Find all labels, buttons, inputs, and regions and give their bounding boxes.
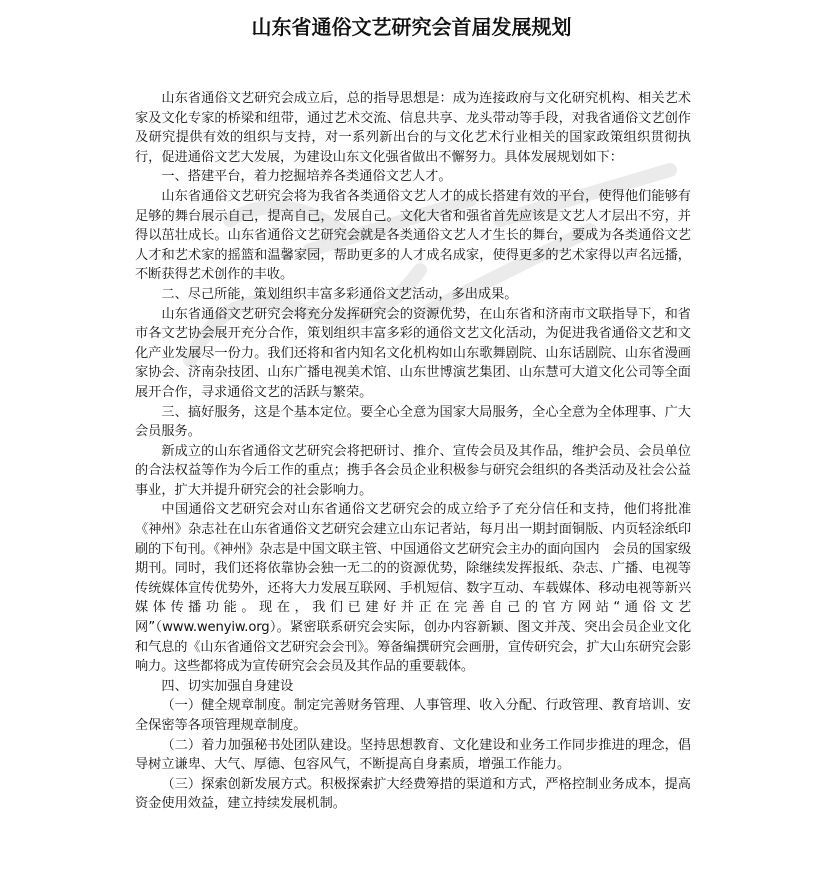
document-body xyxy=(135,89,691,814)
section-heading-2: 二、尽己所能，策划组织丰富多彩通俗文艺活动，多出成果。 xyxy=(161,286,518,302)
section-heading-1: 一、搭建平台，着力挖掘培养各类通俗文艺人才。 xyxy=(161,169,452,185)
section-4-item-3: （三）探索创新发展方式。积极探索扩大经费筹措的渠道和方式，严格控制业务成本，提高资金使用效益，建立持续发展机制。 xyxy=(135,776,691,812)
section-4-item-1: （一）健全规章制度。制定完善财务管理、人事管理、收入分配、行政管理、教育培训、安全保密等各项管理规章制度。 xyxy=(135,698,691,733)
section-1-paragraph: 山东省通俗文艺研究会将为我省各类通俗文艺人才的成长搭建有效的平台，使得他们能够有足够的舞台展示自己，提高自己，发展自己。文化大省和强省首先应该是文艺人才层出不穷，并得以茁壮成长。山东省通俗文艺研究会就是各类通俗文艺人才生长的舞台，要成为各类通俗文艺人才和艺术家的摇篮和温馨家园，帮助更多的人才成名成家，使得更多的艺术家得以声名远播，不断获得艺术创作的丰收。 xyxy=(135,188,691,283)
intro-paragraph: 山东省通俗文艺研究会成立后，总的指导思想是：成为连接政府与文化研究机构、相关艺术家及文化专家的桥梁和纽带，通过艺术交流、信息共享、龙头带动等手段，对我省通俗文艺创作及研究提供有效的组织与支持，对一系列新出台的与文化艺术行业相关的国家政策组织贯彻执行，促进通俗文艺大发展，为建设山东文化强省做出不懈努力。具体发展规划如下： xyxy=(135,91,691,165)
section-4-item-2: （二）着力加强秘书处团队建设。坚持思想教育、文化建设和业务工作同步推进的理念，倡导树立谦卑、大气、厚德、包容风气，不断提高自身素质，增强工作能力。 xyxy=(135,737,691,773)
section-heading-4: 四、切实加强自身建设 xyxy=(161,678,294,694)
document-title: 山东省通俗文艺研究会首届发展规划 xyxy=(251,15,572,39)
section-3-paragraph-b: 中国通俗文艺研究会对山东省通俗文艺研究会的成立给予了充分信任和支持，他们将批准《神州》杂志社在山东省通俗文艺研究会建立山东记者站，每月出一期封面铜版、内页轻涂纸印刷的下旬刊。《神州》杂志是中国文联主管、中国通俗文艺研究会主办的面向国内 会员的国家级期刊。同时，我们还将依靠协会独一无二的的资源优势，除继续发挥报纸、杂志、广播、电视等传统媒体宣传优势外，还将大力发展互联网、手机短信、数字互动、车载媒体、移动电视等新兴媒体传播功能。现在，我们已建好并正在完善自己的官方网站“通俗文艺网”（www.wenyiw.org）。紧密联系研究会实际，创办内容新颖、图文并茂、突出会员企业文化和气息的《山东省通俗文艺研究会会刊》。筹备编撰研究会画册，宣传研究会，扩大山东研究会影响力。这些都将成为宣传研究会会员及其作品的重要载体。 xyxy=(135,502,691,675)
section-3-paragraph-a: 新成立的山东省通俗文艺研究会将把研讨、推介、宣传会员及其作品，维护会员、会员单位的合法权益等作为今后工作的重点；携手各会员企业积极参与研究会组织的各类活动及社会公益事业，扩大并提升研究会的社会影响力。 xyxy=(135,443,691,498)
section-heading-3: 三、搞好服务，这是个基本定位。要全心全意为国家大局服务，全心全意为全体理事、广大会员服务。 xyxy=(135,404,691,440)
section-2-paragraph: 山东省通俗文艺研究会将充分发挥研究会的资源优势，在山东省和济南市文联指导下，和省市各文艺协会展开充分合作，策划组织丰富多彩的通俗文艺文化活动，为促进我省通俗文艺和文化产业发展尽一份力。我们还将和省内知名文化机构如山东歌舞剧院、山东话剧院、山东省漫画家协会、济南杂技团、山东广播电视美术馆、山东世博演艺集团、山东慧可大道文化公司等全面展开合作，寻求通俗文艺的活跃与繁荣。 xyxy=(135,306,691,400)
